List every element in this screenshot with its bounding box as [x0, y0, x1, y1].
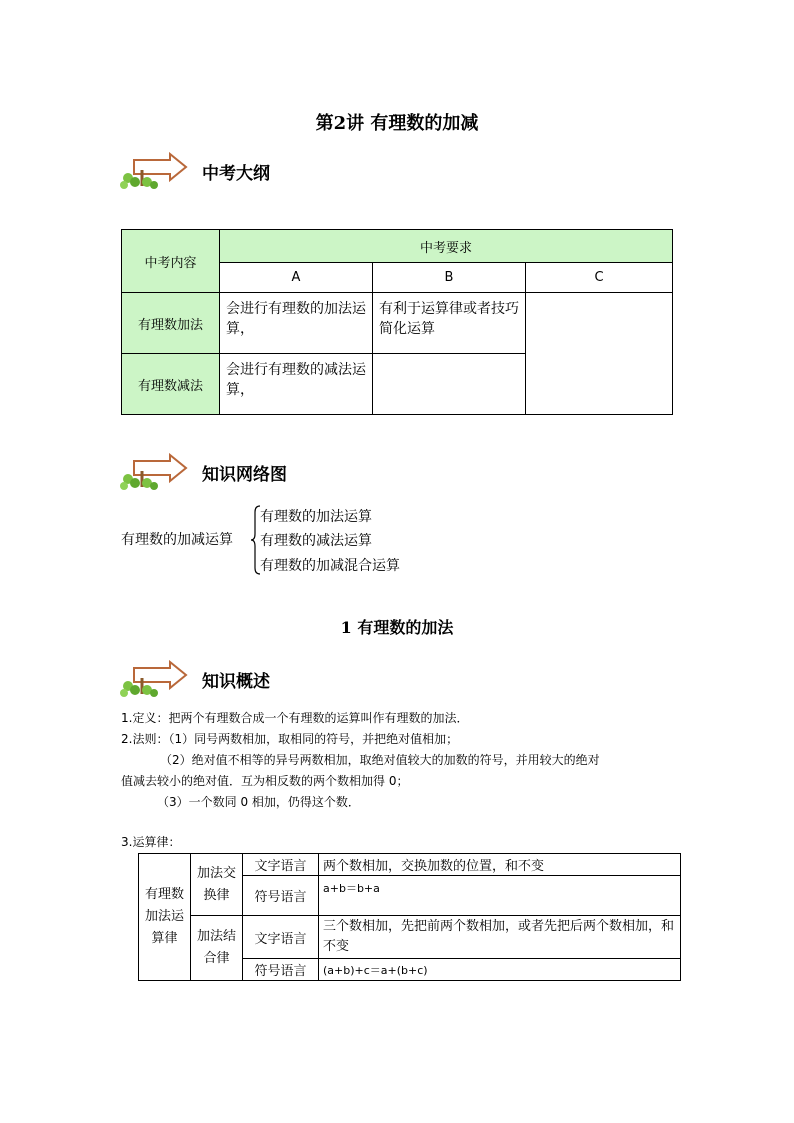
level-b: B	[373, 263, 526, 293]
row-a: 会进行有理数的加法运算，	[220, 293, 373, 354]
header-requirements: 中考要求	[220, 230, 673, 263]
paragraph-rule-2: （2）绝对值不相等的异号两数相加，取绝对值较大的加数的符号，并用较大的绝对	[160, 753, 600, 767]
network-root: 有理数的加减运算	[121, 532, 233, 548]
network-branch: 有理数的减法运算	[260, 533, 372, 549]
row-b: 有利于运算律或者技巧简化运算	[373, 293, 526, 354]
law-symbol: a+b＝b+a	[319, 876, 681, 916]
text-label: 文字语言	[243, 854, 319, 876]
document-title: 第2讲 有理数的加减	[315, 113, 479, 134]
section-header-outline	[120, 152, 270, 190]
header-content: 中考内容	[122, 230, 220, 293]
paragraph-rule-3: （3）一个数同 0 相加，仍得这个数．	[157, 795, 360, 809]
row-a: 会进行有理数的减法运算，	[220, 354, 373, 415]
law-text: 三个数相加，先把前两个数相加，或者先把后两个数相加，和不变	[319, 916, 681, 959]
row-b	[373, 354, 526, 415]
row-name: 有理数减法	[122, 354, 220, 415]
network-branch: 有理数的加法运算	[260, 509, 372, 525]
law-symbol: (a+b)+c＝a+(b+c)	[319, 959, 681, 981]
laws-group-label: 有理数加法运算律	[139, 854, 191, 981]
paragraph-laws: 3.运算律：	[121, 835, 181, 849]
law-text: 两个数相加，交换加数的位置，和不变	[319, 854, 681, 876]
symbol-label: 符号语言	[243, 876, 319, 916]
addition-laws-table	[138, 853, 681, 981]
arrow-sign-icon	[120, 453, 188, 491]
row-c	[526, 293, 673, 415]
paragraph-rule-1: 2.法则：（1）同号两数相加，取相同的符号，并把绝对值相加；	[121, 732, 459, 746]
paragraph-definition: 1.定义：把两个有理数合成一个有理数的运算叫作有理数的加法．	[121, 711, 469, 725]
row-name: 有理数加法	[122, 293, 220, 354]
section-title-network: 知识网络图	[202, 464, 287, 485]
text-label: 文字语言	[243, 916, 319, 959]
section-header-network	[120, 453, 287, 491]
symbol-label: 符号语言	[243, 959, 319, 981]
network-branch: 有理数的加减混合运算	[260, 558, 400, 574]
section-header-overview	[120, 660, 270, 698]
level-a: A	[220, 263, 373, 293]
law-name: 加法交换律	[191, 854, 243, 916]
level-c: C	[526, 263, 673, 293]
arrow-sign-icon	[120, 660, 188, 698]
arrow-sign-icon	[120, 152, 188, 190]
law-name: 加法结合律	[191, 916, 243, 981]
section-title-overview: 知识概述	[202, 671, 270, 692]
exam-requirements-table	[121, 229, 673, 415]
lesson-subtitle: 1 有理数的加法	[340, 618, 454, 637]
section-title-outline: 中考大纲	[202, 163, 270, 184]
paragraph-rule-2-cont: 值减去较小的绝对值．互为相反数的两个数相加得 0；	[121, 774, 409, 788]
